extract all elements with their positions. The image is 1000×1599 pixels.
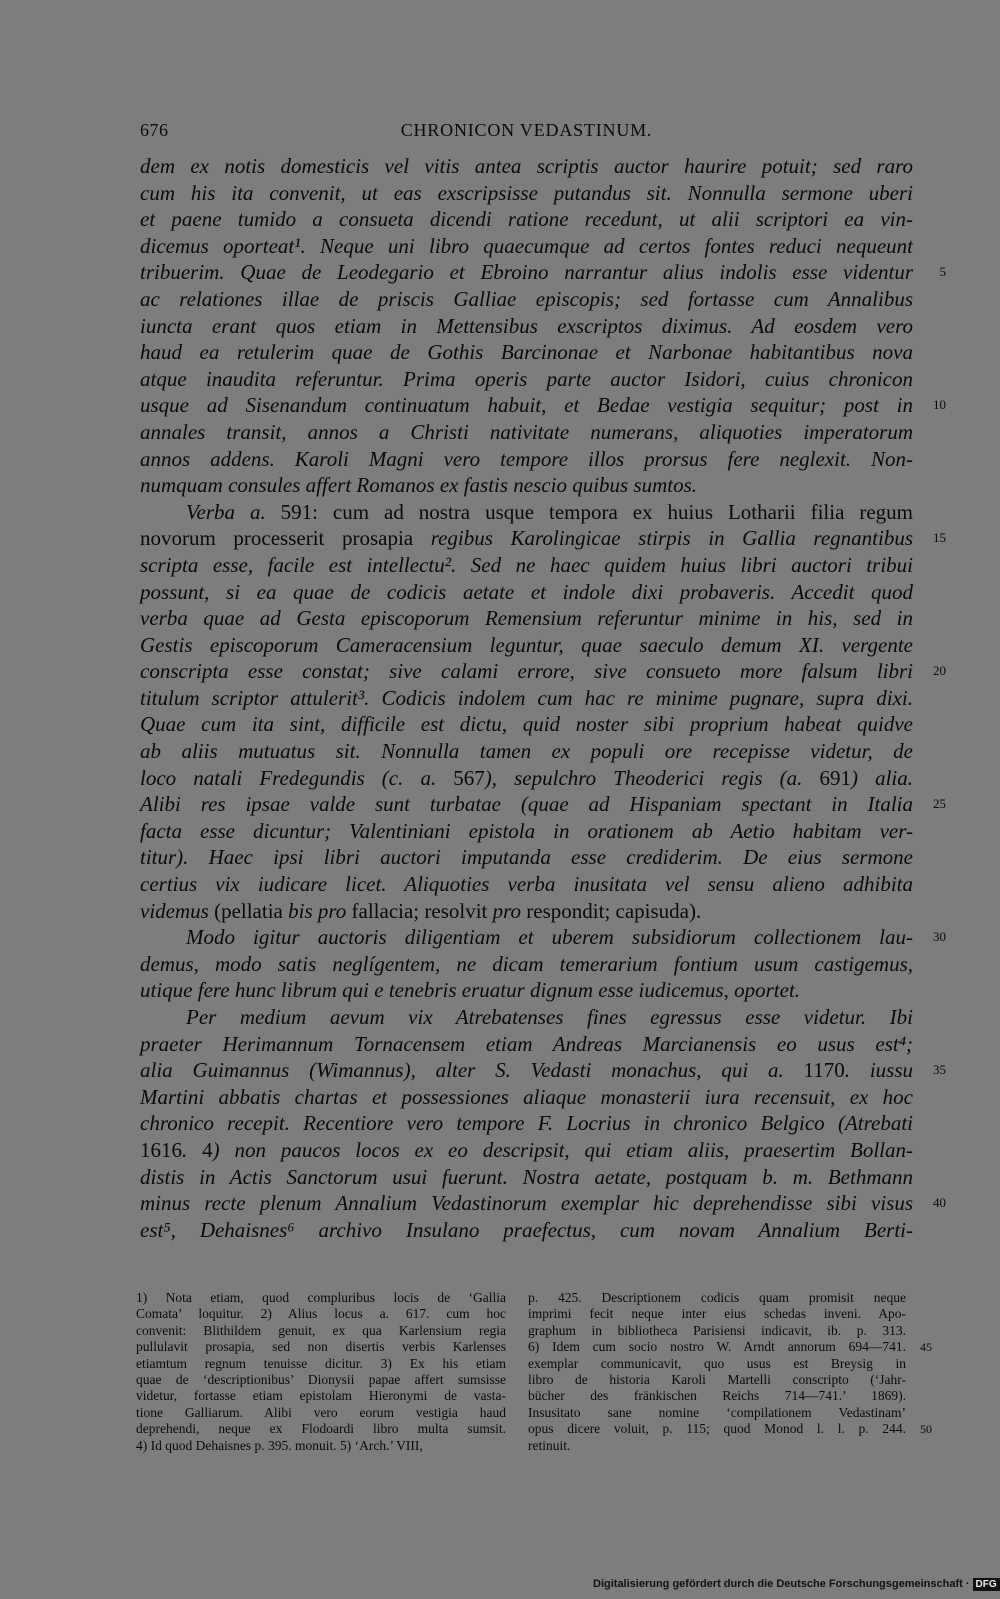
text-segment: Alibi res ipsae valde sunt turbatae (quae ad Hispaniam spectant in Italia — [140, 792, 913, 817]
text-line-content — [140, 898, 913, 925]
text-line-content — [140, 1110, 913, 1137]
text-line-content — [140, 525, 913, 552]
line-number: 35 — [933, 1062, 946, 1078]
text-line — [140, 286, 913, 313]
footer-credit — [593, 1578, 1000, 1591]
footnote-line — [136, 1388, 506, 1404]
text-segment: certius vix iudicare licet. Aliquoties verba inusitata vel sensu alieno adhibita — [140, 872, 913, 897]
footnote-text: libro de historia Karoli Martelli conscripto (‘Jahr- — [528, 1371, 906, 1387]
text-segment: videmus — [140, 898, 215, 923]
footnote-line — [528, 1388, 906, 1404]
text-segment: usque ad Sisenandum continuatum habuit, et Bedae vestigia sequitur; post in — [140, 393, 913, 418]
footnote-text: retinuit. — [528, 1437, 571, 1453]
text-line-content — [140, 579, 913, 606]
text-segment: dem ex notis domesticis vel vitis antea scriptis auctor haurire potuit; sed raro — [140, 154, 913, 178]
footnote-text: convenit: Blithildem genuit, ex qua Karlensium regia — [136, 1322, 506, 1338]
text-line-content — [140, 180, 913, 207]
text-line — [140, 951, 913, 978]
footnote-text: p. 425. Descriptionem codicis quam promisit neque — [528, 1290, 906, 1305]
text-line-content — [140, 446, 913, 473]
text-line-content — [140, 711, 913, 738]
text-segment: annos addens. Karoli Magni vero tempore illos prorsus fere neglexit. Non- — [140, 446, 913, 471]
footnote-line — [528, 1438, 906, 1454]
footnote-line — [528, 1405, 906, 1421]
text-line — [140, 525, 946, 552]
text-segment: ab aliis mutuatus sit. Nonnulla tamen ex populi ore recepisse videtur, de — [140, 739, 913, 764]
text-line — [140, 791, 946, 818]
text-segment: 1170 — [803, 1058, 845, 1083]
running-title: CHRONICON VEDASTINUM. — [400, 120, 653, 140]
footnote-line — [136, 1306, 506, 1322]
footnote-text: videtur, fortasse etiam epistolam Hieronymi de vasta- — [136, 1388, 506, 1404]
text-line — [140, 1164, 913, 1191]
footnote-line — [528, 1421, 932, 1437]
text-line-content — [140, 313, 913, 340]
footer-credit-text: Digitalisierung gefördert durch die Deutsche Forschungsgemeinschaft · — [593, 1578, 970, 1590]
text-segment: ) non paucos locos ex eo descripsit, qui etiam aliis, praesertim Bollan- — [212, 1137, 913, 1162]
text-line — [140, 658, 946, 685]
text-line-content — [140, 1137, 913, 1164]
line-number: 10 — [933, 397, 946, 413]
text-line — [140, 924, 946, 951]
text-line-content — [140, 977, 913, 1004]
line-number: 45 — [920, 1340, 932, 1355]
text-line — [140, 339, 913, 366]
text-segment: titulum scriptor attulerit³. Codicis indolem cum hac re minime pugnare, supra dixi. — [140, 685, 913, 710]
text-line — [140, 685, 913, 712]
text-line — [140, 1137, 913, 1164]
footnote-text: 4) Id quod Dehaisnes p. 395. monuit. 5) ‘Arch.’ VIII, — [136, 1437, 423, 1453]
text-line — [140, 552, 913, 579]
text-line — [140, 180, 913, 207]
text-segment: tribuerim. Quae de Leodegario et Ebroino narrantur alius indolis esse videntur — [140, 260, 913, 285]
text-line — [140, 1031, 913, 1058]
text-line — [140, 871, 913, 898]
footnote-line — [136, 1438, 506, 1454]
line-number: 40 — [933, 1195, 946, 1211]
line-number: 20 — [933, 663, 946, 679]
text-line — [140, 579, 913, 606]
text-line-content — [140, 472, 913, 499]
footnote-line — [528, 1372, 906, 1388]
line-number: 50 — [920, 1422, 932, 1437]
text-line-content — [140, 552, 913, 579]
footnote-text: opus dicere voluit, p. 115; quod Monod l. l. p. 244. — [528, 1421, 906, 1437]
text-line — [140, 1057, 946, 1084]
text-line-content — [140, 392, 913, 419]
footnote-text: tione Galliarum. Alibi vero eorum vestigia haud — [136, 1404, 506, 1420]
footnotes-right-column — [528, 1290, 932, 1454]
footnote-text: imprimi fecit neque inter eius schedas inveni. Apo- — [528, 1306, 906, 1322]
text-segment: Gestis episcoporum Cameracensium leguntur, quae saeculo demum XI. vergente — [140, 632, 913, 657]
text-line — [140, 392, 946, 419]
text-line-content — [140, 259, 913, 286]
text-line — [140, 632, 913, 659]
line-number: 15 — [933, 530, 946, 546]
text-line-content — [140, 419, 913, 446]
text-line — [140, 711, 913, 738]
text-line-content — [140, 632, 913, 659]
footnote-line — [528, 1290, 906, 1306]
text-line-content — [140, 791, 913, 818]
footnote-text: Comata’ loquitur. 2) Alius locus a. 617. cum hoc — [136, 1306, 506, 1322]
text-line — [140, 446, 913, 473]
text-segment: praeter Herimannum Tornacensem etiam Andreas Marcianensis eo usus est⁴; — [140, 1031, 913, 1056]
text-segment: demus, modo satis neglígentem, ne dicam temerarium fontium usum castigemus, — [140, 951, 913, 976]
text-segment: ) alia. — [850, 765, 913, 790]
text-segment: alia Guimannus (Wimannus), alter S. Vedasti monachus, qui a. — [140, 1058, 804, 1083]
line-number: 30 — [933, 929, 946, 945]
footnote-text: deprehendi, neque ex Flodoardi libro multa sumsit. — [136, 1421, 506, 1437]
text-segment: atque inaudita referuntur. Prima operis parte auctor Isidori, cuius chronicon — [140, 366, 913, 391]
footnote-text: etiamtum regnum tenuisse dicitur. 3) Ex his etiam — [136, 1355, 506, 1371]
text-line — [140, 259, 946, 286]
text-line — [140, 765, 913, 792]
text-line — [140, 153, 913, 180]
text-line-content — [140, 1164, 913, 1191]
text-line — [140, 1190, 946, 1217]
text-segment: Martini abbatis chartas et possessiones aliaque monasterii iura recensuit, ex hoc — [140, 1084, 913, 1109]
footnote-text: 1) Nota etiam, quod compluribus locis de ‘Gallia — [136, 1290, 506, 1305]
text-segment: 4 — [202, 1137, 213, 1162]
text-segment: est⁵, Dehaisnes⁶ archivo Insulano praefectus, cum novam Annalium Berti- — [140, 1217, 913, 1242]
text-segment: verba quae ad Gesta episcoporum Remensium referuntur minime in his, sed in — [140, 606, 913, 631]
text-line-content — [140, 1031, 913, 1058]
text-line — [140, 233, 913, 260]
text-line — [140, 898, 913, 925]
footnote-line — [528, 1339, 932, 1355]
footnote-text: 6) Idem cum socio nostro W. Arndt annorum 694—741. — [528, 1339, 906, 1355]
text-line-content — [140, 924, 913, 951]
text-line-content — [140, 765, 913, 792]
text-line-content — [140, 871, 913, 898]
text-segment: novorum processerit prosapia — [140, 526, 431, 551]
footnote-line — [136, 1421, 506, 1437]
text-line — [140, 472, 913, 499]
text-segment: et paene tumido a consueta dicendi ratione recedunt, ut alii scriptori ea vin- — [140, 207, 913, 232]
text-line-content — [140, 951, 913, 978]
text-segment: 1616 — [140, 1137, 182, 1162]
body-text — [140, 153, 946, 1243]
text-segment: iuncta erant quos etiam in Mettensibus exscriptos diximus. Ad eosdem vero — [140, 313, 913, 338]
footnote-text: graphum in bibliotheca Parisiensi indicavit, ib. p. 313. — [528, 1322, 906, 1338]
text-segment: Verba a. — [186, 499, 281, 524]
text-segment: fallacia; resolvit — [351, 898, 493, 923]
text-line — [140, 1004, 913, 1031]
footnote-text: quae de ‘descriptionibus’ Dionysii papae affert sumsisse — [136, 1371, 506, 1387]
text-line-content — [140, 1057, 913, 1084]
text-line-content — [140, 366, 913, 393]
text-segment: titur). Haec ipsi libri auctori imputanda esse crediderim. De eius sermone — [140, 845, 913, 870]
text-line — [140, 499, 913, 526]
text-segment: utique fere hunc librum qui e tenebris eruatur dignum esse iudicemus, oportet. — [140, 978, 801, 1003]
text-segment: cum his ita convenit, ut eas exscripsisse putandus sit. Nonnulla sermone uberi — [140, 180, 913, 205]
text-segment: scripta esse, facile est intellectu². Sed ne haec quidem huius libri auctori tribui — [140, 552, 913, 577]
text-line-content — [140, 339, 913, 366]
text-segment: minus recte plenum Annalium Vedastinorum exemplar hic deprehendisse sibi visus — [140, 1191, 913, 1216]
text-line-content — [140, 818, 913, 845]
text-segment: 591: cum ad nostra usque tempora ex huius Lotharii filia regum — [280, 499, 913, 524]
dfg-logo: DFG — [973, 1578, 1000, 1591]
text-segment: annales transit, annos a Christi nativitate numerans, aliquoties imperatorum — [140, 419, 913, 444]
text-segment: bis pro — [288, 898, 352, 923]
text-line-content — [140, 499, 913, 526]
footnote-text: exemplar communicavit, quo usus est Breysig in — [528, 1355, 906, 1371]
text-line-content — [140, 286, 913, 313]
text-line-content — [140, 153, 913, 180]
footnote-line — [136, 1372, 506, 1388]
text-line — [140, 1110, 913, 1137]
text-segment: . — [182, 1137, 203, 1162]
text-segment: ac relationes illae de priscis Galliae episcopis; sed fortasse cum Annalibus — [140, 286, 913, 311]
text-segment: (pellatia — [214, 898, 289, 923]
text-segment: loco natali Fredegundis (c. a. — [140, 765, 454, 790]
text-segment: Modo igitur auctoris diligentiam et uberem subsidiorum collectionem lau- — [186, 925, 913, 950]
footnote-line — [528, 1356, 906, 1372]
text-line-content — [140, 738, 913, 765]
footnote-line — [136, 1356, 506, 1372]
text-segment: numquam consules affert Romanos ex fastis nescio quibus sumtos. — [140, 473, 698, 498]
text-line — [140, 605, 913, 632]
text-line — [140, 419, 913, 446]
page-number: 676 — [140, 120, 169, 140]
footnote-text: bücher des fränkischen Reichs 714—741.’ 1869). — [528, 1388, 906, 1404]
footnote-line — [528, 1306, 906, 1322]
footnotes-left-column — [136, 1290, 506, 1454]
text-line-content — [140, 206, 913, 233]
text-line — [140, 206, 913, 233]
text-segment: respondit; capisuda). — [526, 898, 702, 923]
text-segment: distis in Actis Sanctorum usui fuerunt. Nostra aetate, postquam b. m. Bethmann — [140, 1164, 913, 1189]
text-segment: dicemus oporteat¹. Neque uni libro quaecumque ad certos fontes reduci nequeunt — [140, 233, 913, 258]
line-number: 25 — [933, 796, 946, 812]
text-segment: ), sepulchro Theoderici regis (a. — [484, 765, 820, 790]
text-segment: . iussu — [844, 1058, 913, 1083]
footnote-text: Insusitato sane nomine ‘compilationem Vedastinam’ — [528, 1404, 906, 1420]
text-line — [140, 313, 913, 340]
text-line-content — [140, 1004, 913, 1031]
text-line-content — [140, 844, 913, 871]
text-segment: possunt, si ea quae de codicis aetate et indole dixi probaveris. Accedit quod — [140, 579, 913, 604]
text-segment: Quae cum ita sint, difficile est dictu, quid noster sibi proprium habeat quidve — [140, 712, 913, 737]
text-segment: chronico recepit. Recentiore vero tempore F. Locrius in chronico Belgico (Atrebati — [140, 1111, 913, 1136]
text-line — [140, 366, 913, 393]
text-segment: facta esse dicuntur; Valentiniani epistola in orationem ab Aetio habitam ver- — [140, 818, 913, 843]
text-line — [140, 1217, 913, 1244]
page-header — [140, 120, 913, 144]
text-segment: pro — [492, 898, 527, 923]
footnote-text: pullulavit prosapia, sed non disertis verbis Karlenses — [136, 1339, 506, 1355]
text-segment: haud ea retulerim quae de Gothis Barcinonae et Narbonae habitantibus nova — [140, 340, 913, 365]
text-segment: regibus Karolingicae stirpis in Gallia regnantibus — [430, 526, 913, 551]
text-line-content — [140, 605, 913, 632]
text-segment: Per medium aevum vix Atrebatenses fines egressus esse videtur. Ibi — [186, 1005, 913, 1029]
text-line-content — [140, 685, 913, 712]
text-segment: conscripta esse constat; sive calami errore, sive consueto more falsum libri — [140, 659, 913, 684]
text-line-content — [140, 1084, 913, 1111]
text-line — [140, 1084, 913, 1111]
text-line-content — [140, 233, 913, 260]
text-line — [140, 977, 913, 1004]
footnote-line — [136, 1290, 506, 1306]
text-line — [140, 738, 913, 765]
footnote-line — [528, 1323, 906, 1339]
footnote-line — [136, 1339, 506, 1355]
text-line — [140, 844, 913, 871]
text-line-content — [140, 658, 913, 685]
text-line-content — [140, 1190, 913, 1217]
text-line — [140, 818, 913, 845]
footnote-line — [136, 1405, 506, 1421]
text-segment: 691 — [819, 765, 851, 790]
text-line-content — [140, 1217, 913, 1244]
footnote-line — [136, 1323, 506, 1339]
text-segment: 567 — [453, 765, 485, 790]
line-number: 5 — [939, 264, 946, 280]
